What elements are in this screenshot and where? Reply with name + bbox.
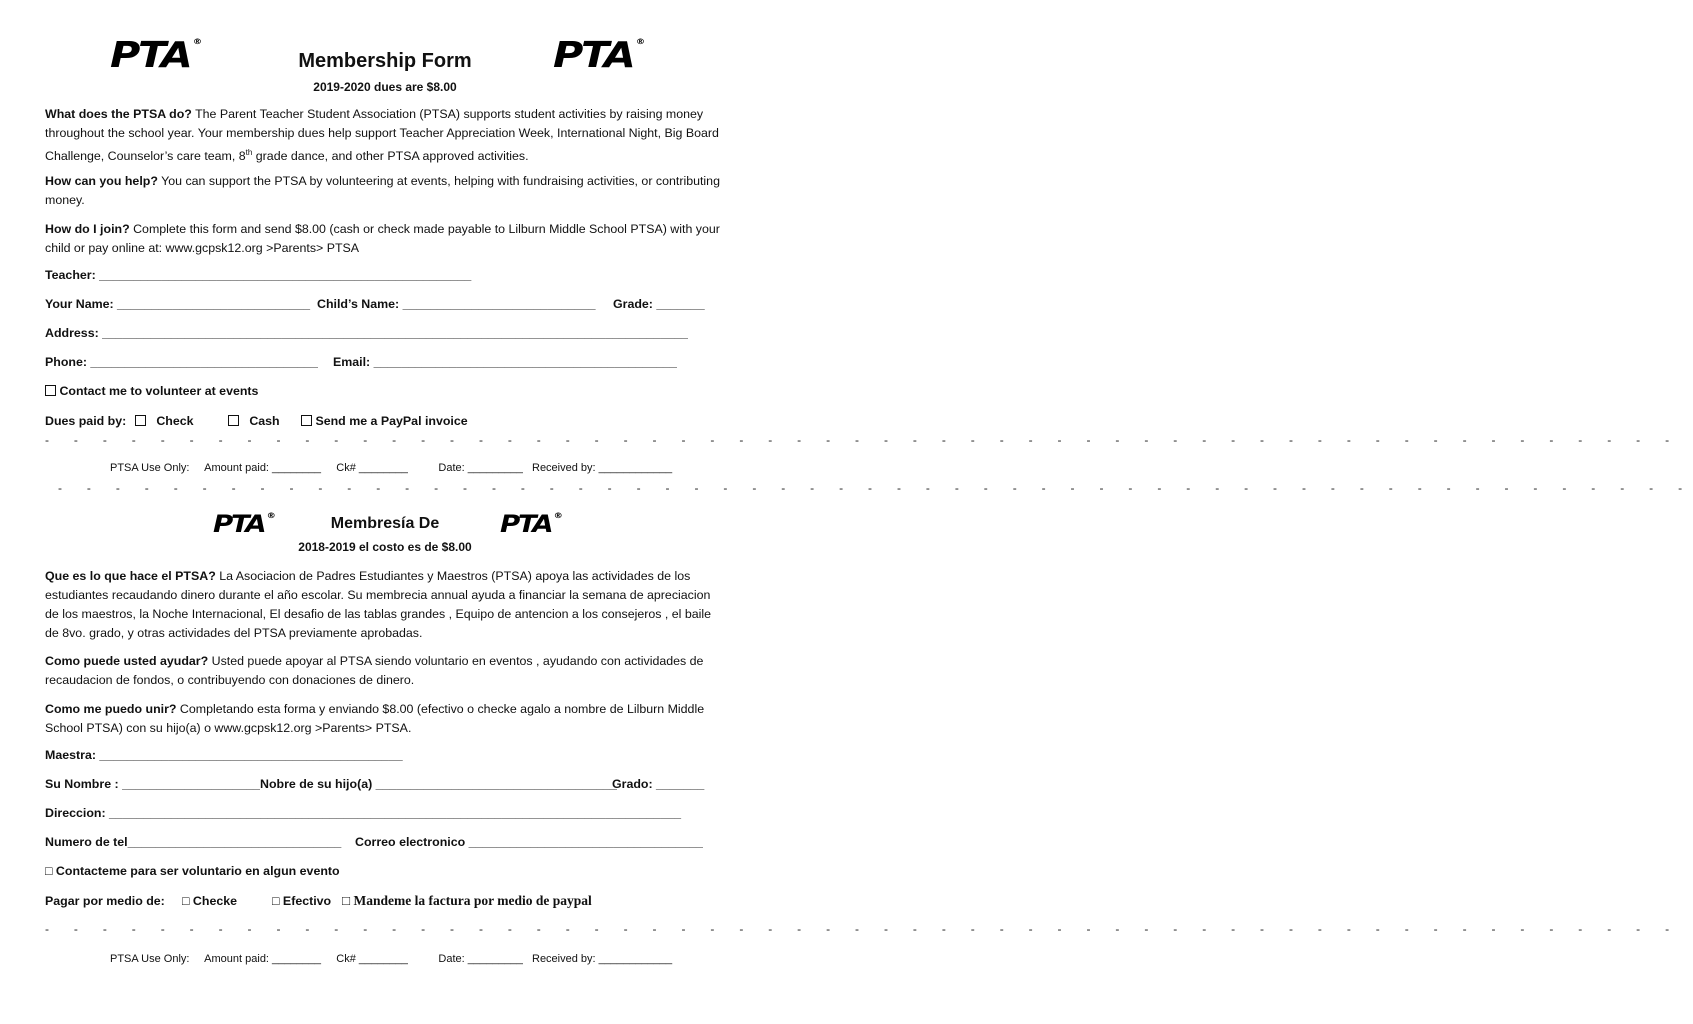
check-label: Check xyxy=(156,414,194,428)
check-number-field[interactable]: Ck# ________ xyxy=(336,462,408,474)
pagar-label: Pagar por medio de: xyxy=(45,894,165,908)
pta-logo-left: PTA ® xyxy=(110,35,203,76)
question-label: Como puede usted ayudar? xyxy=(45,654,209,668)
use-only-label: PTSA Use Only: xyxy=(110,462,190,474)
checkbox-icon[interactable] xyxy=(45,385,56,396)
cash-label: Cash xyxy=(249,414,280,428)
amount-paid-field[interactable]: Amount paid: ________ xyxy=(204,462,321,474)
como-unir xyxy=(45,700,725,738)
checkbox-icon[interactable] xyxy=(301,415,312,426)
form-title: Membership Form xyxy=(298,50,472,72)
answer-text: The Parent Teacher Student Association (PTSA) supports student activities by raising money throughout the school year. Your membership dues help support Teacher Appreciation Week, International Night, Big Board Challenge, Counselor’s care team, 8 xyxy=(45,107,719,164)
correo-field[interactable]: Correo electronico __________________________________ xyxy=(355,835,703,849)
pta-logo-right: PTA ® xyxy=(500,510,563,538)
su-nombre-field[interactable]: Su Nombre : ____________________ xyxy=(45,777,260,791)
address-field[interactable]: Address: _____________________________________________________________________________________ xyxy=(45,326,688,340)
form-title-es: Membresía De xyxy=(330,515,440,532)
efectivo-option[interactable]: □ Efectivo xyxy=(272,894,332,908)
answer-text-end: grade dance, and other PTSA approved activities. xyxy=(252,149,529,164)
grado-field[interactable]: Grado: _______ xyxy=(612,777,705,791)
answer-text: Complete this form and send $8.00 (cash or check made payable to Lilburn Middle School PTSA) with your child or pay online at: www.gcpsk12.org >Parents> PTSA xyxy=(45,222,720,255)
question-label: How can you help? xyxy=(45,174,158,188)
answer-text: Completando esta forma y enviando $8.00 (efectivo o checke agalo a nombre de Lilburn Middle School PTSA) con su hijo(a) o www.gcpsk12.org >Parents> PTSA. xyxy=(45,702,705,735)
what-does-ptsa-do xyxy=(45,105,725,166)
cut-line: - - - - - - - - - - - - - - - - - - - - - - - - - - - - - - - - - - - - - - - - - - - - - - - - - - - - - - - - - xyxy=(45,922,1680,936)
maestra-field[interactable]: Maestra: ____________________________________________ xyxy=(45,748,403,762)
direccion-field[interactable]: Direccion: ___________________________________________________________________________________ xyxy=(45,806,681,820)
question-label: Que es lo que hace el PTSA? xyxy=(45,569,216,583)
paypal-option-es[interactable]: □ Mandeme la factura por medio de paypal xyxy=(342,893,592,908)
email-field[interactable]: Email: ____________________________________________ xyxy=(333,355,677,369)
question-label: Como me puedo unir? xyxy=(45,702,177,716)
question-label: What does the PTSA do? xyxy=(45,107,192,121)
cash-option[interactable] xyxy=(228,414,280,428)
paypal-option[interactable] xyxy=(301,414,468,428)
check-option[interactable] xyxy=(135,414,194,428)
volunteer-checkbox[interactable] xyxy=(45,384,258,398)
grade-field[interactable]: Grade: _______ xyxy=(613,297,705,311)
cut-line: - - - - - - - - - - - - - - - - - - - - - - - - - - - - - - - - - - - - - - - - - - - - - - - - - - - - - - - - - xyxy=(58,481,1693,495)
received-by-field[interactable]: Received by: ____________ xyxy=(532,462,673,474)
phone-field[interactable]: Phone: _________________________________ xyxy=(45,355,318,369)
date-field[interactable]: Date: _________ xyxy=(438,462,523,474)
volunteer-label: Contact me to volunteer at events xyxy=(59,384,259,398)
checke-option[interactable]: □ Checke xyxy=(182,894,238,908)
superscript: th xyxy=(245,148,253,157)
amount-paid-field[interactable]: Amount paid: ________ xyxy=(204,953,321,965)
como-ayudar xyxy=(45,652,725,690)
question-label: How do I join? xyxy=(45,222,130,236)
teacher-field[interactable]: Teacher: ______________________________________________________ xyxy=(45,268,472,282)
dues-amount-es: 2018-2019 el costo es de $8.00 xyxy=(298,540,472,554)
que-hace-ptsa xyxy=(45,567,725,643)
ptsa-use-only-row-es xyxy=(110,953,672,965)
your-name-field[interactable]: Your Name: ____________________________ xyxy=(45,297,311,311)
child-name-field[interactable]: Child’s Name: ____________________________ xyxy=(317,297,596,311)
voluntario-checkbox[interactable]: □ Contacteme para ser voluntario en algun evento xyxy=(45,864,340,878)
date-field[interactable]: Date: _________ xyxy=(438,953,523,965)
pta-logo-left: PTA ® xyxy=(213,510,276,538)
answer-text: You can support the PTSA by volunteering at events, helping with fundraising activities, or contributing money. xyxy=(45,174,720,207)
checkbox-icon[interactable] xyxy=(135,415,146,426)
how-can-you-help xyxy=(45,172,725,210)
paypal-label: Send me a PayPal invoice xyxy=(315,414,468,428)
received-by-field[interactable]: Received by: ____________ xyxy=(532,953,673,965)
check-number-field[interactable]: Ck# ________ xyxy=(336,953,408,965)
dues-paid-by-label: Dues paid by: xyxy=(45,414,127,428)
answer-text: La Asociacion de Padres Estudiantes y Maestros (PTSA) apoya las actividades de los estudiantes recaudando dinero durante el año escolar. Su membrecia annual ayuda a financiar la semana de apreciacion de los maestros, la Noche Internacional, El desafio de las tablas grandes , Equipo de antencion a los consejeros , el baile de 8vo. grado, y otras actividades del PTSA previamente aprobadas. xyxy=(45,569,712,640)
ptsa-use-only-row xyxy=(110,462,672,474)
pta-logo-right: PTA ® xyxy=(553,35,646,76)
nombre-hijo-field[interactable]: Nobre de su hijo(a) ___________________________________ xyxy=(260,777,617,791)
cut-line: - - - - - - - - - - - - - - - - - - - - - - - - - - - - - - - - - - - - - - - - - - - - - - - - - - - - - - - - - xyxy=(45,433,1680,447)
how-do-i-join xyxy=(45,220,725,258)
dues-amount: 2019-2020 dues are $8.00 xyxy=(313,80,457,94)
telefono-field[interactable]: Numero de tel_______________________________ xyxy=(45,835,342,849)
checkbox-icon[interactable] xyxy=(228,415,239,426)
answer-text: Usted puede apoyar al PTSA siendo voluntario en eventos , ayudando con actividades de recaudacion de fondos, o contribuyendo con donaciones de dinero. xyxy=(45,654,704,687)
use-only-label: PTSA Use Only: xyxy=(110,953,190,965)
